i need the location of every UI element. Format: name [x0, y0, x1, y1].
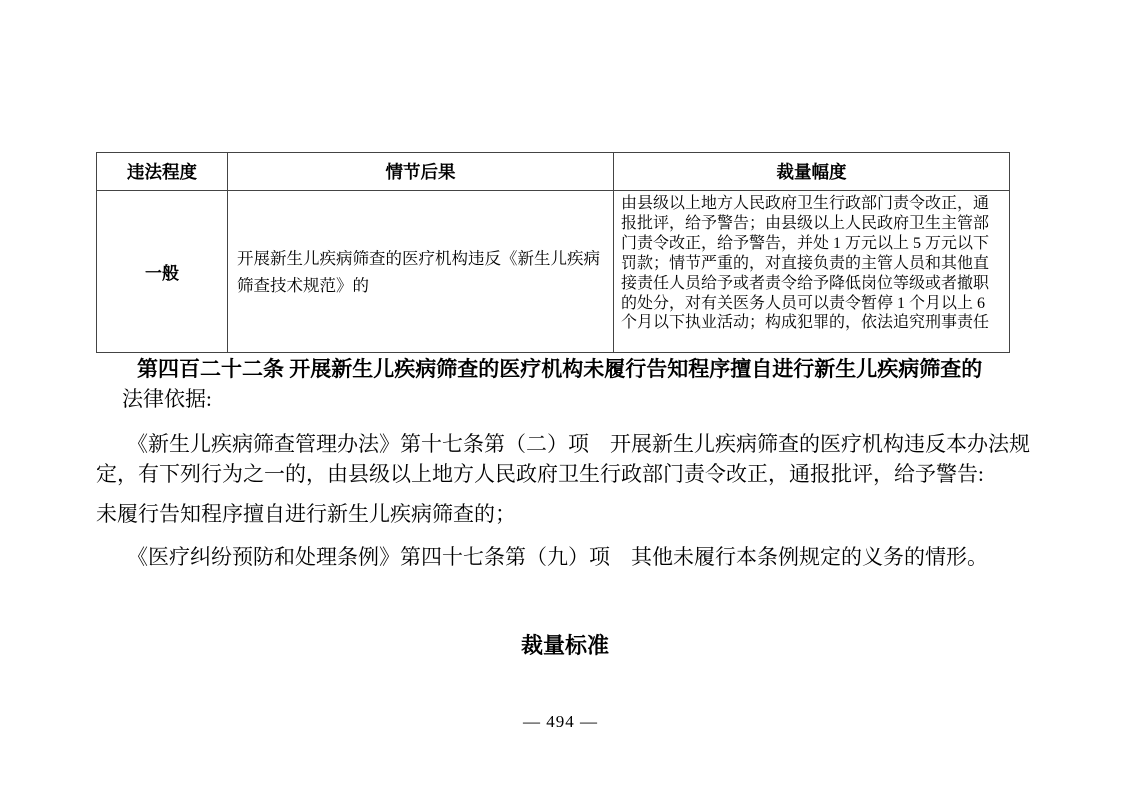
discretion-standard-heading: 裁量标准	[520, 633, 609, 658]
article-content	[96, 355, 1034, 660]
legal-basis-paragraph-1: 《新生儿疾病筛查管理办法》第十七条第（二）项 开展新生儿疾病筛查的医疗机构违反本办法规定，有下列行为之一的，由县级以上地方人民政府卫生行政部门责令改正，通报批评，给予警告:	[96, 432, 1030, 486]
col-header-discretion-range: 裁量幅度	[614, 153, 1010, 191]
article-422-heading	[96, 355, 1034, 414]
legal-basis-label: 法律依据:	[122, 386, 212, 411]
page-number: — 494 —	[523, 712, 598, 731]
legal-basis-paragraph-2: 《医疗纠纷预防和处理条例》第四十七条第（九）项 其他未履行本条例规定的义务的情形。	[127, 544, 988, 569]
table-header-row	[97, 153, 1010, 191]
col-header-violation-degree: 违法程度	[97, 153, 228, 191]
legal-basis-paragraph-1-item: 未履行告知程序擅自进行新生儿疾病筛查的；	[96, 502, 516, 526]
article-number-and-title: 第四百二十二条 开展新生儿疾病筛查的医疗机构未履行告知程序擅自进行新生儿疾病筛查的	[137, 357, 983, 381]
table-row	[97, 191, 1010, 353]
violation-table	[96, 152, 1010, 353]
cell-circumstance: 开展新生儿疾病筛查的医疗机构违反《新生儿疾病筛查技术规范》的	[228, 191, 614, 353]
cell-discretion-range: 由县级以上地方人民政府卫生行政部门责令改正，通报批评，给予警告；由县级以上人民政府卫生主管部门责令改正，给予警告，并处 1 万元以上 5 万元以下罚款；情节严重的，对直接负责的主管人员和其他直接责任人员给予或者责令给予降低岗位等级或者撤职的处分，对有关医务人员可以责令暂停 1 个月以上 6 个月以下执业活动；构成犯罪的，依法追究刑事责任	[614, 191, 1010, 353]
col-header-circumstance: 情节后果	[228, 153, 614, 191]
cell-violation-degree: 一般	[97, 191, 228, 353]
